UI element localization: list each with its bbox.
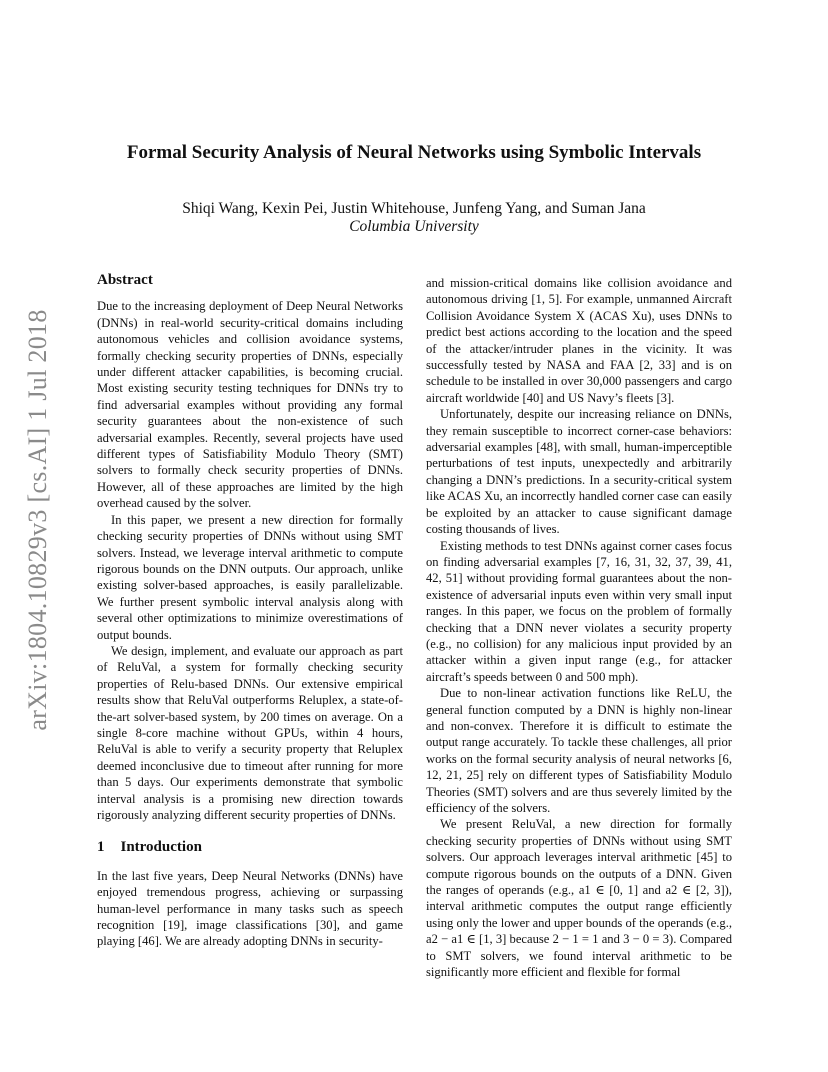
body-paragraph: In the last five years, Deep Neural Networks (DNNs) have enjoyed tremendous progress, achieving or surpassing human-level performance in many tasks such as speech recognition [19], image classifications [30], and game playing [46]. We are already adopting DNNs in security- [97, 868, 403, 949]
section-title: Introduction [120, 839, 202, 856]
body-paragraph: Due to non-linear activation functions like ReLU, the general function computed by a DNN is highly non-linear and non-convex. Therefore it is difficult to estimate the output range accurately. To tackle these challenges, all prior works on the formal security analysis of neural networks [6, 12, 21, 25] rely on different types of Satisfiability Modulo Theories (SMT) solvers and are thus severely limited by the efficiency of the solvers. [426, 686, 732, 815]
abstract-paragraph: Due to the increasing deployment of Deep Neural Networks (DNNs) in real-world security-critical domains including autonomous vehicles and collision avoidance systems, formally checking security properties of DNNs, especially under different attacker capabilities, is becoming crucial. Most existing security testing techniques for DNNs try to find adversarial examples without providing any formal security guarantees about the non-existence of such adversarial examples. Recently, several projects have used different types of Satisfiability Modulo Theory (SMT) solvers to formally check security properties of DNNs. However, all of these approaches are limited by the high overhead caused by the solver. [97, 299, 403, 511]
section-heading [97, 839, 403, 855]
body-paragraph: Existing methods to test DNNs against corner cases focus on finding adversarial examples [7, 16, 31, 32, 37, 39, 41, 42, 51] without providing formal guarantees about the non-existence of adversarial inputs even within very small input ranges. In this paper, we focus on the problem of formally checking that a DNN never violates a security property (e.g., no collision) for any malicious input provided by an attacker within a given input range (e.g., for attacker aircraft’s speeds between 0 and 500 mph). [426, 538, 732, 684]
right-column [426, 275, 732, 980]
left-column [97, 272, 403, 950]
abstract-heading: Abstract [97, 272, 153, 288]
paper-title: Formal Security Analysis of Neural Networks using Symbolic Intervals [126, 142, 702, 163]
abstract-paragraph: In this paper, we present a new direction for formally checking security properties of DNNs without using SMT solvers. Instead, we leverage interval arithmetic to compute rigorous bounds on the DNN outputs. Our approach, unlike existing solver-based approaches, is easily parallelizable. We further present symbolic interval analysis along with several other optimizations to minimize overestimations of output bounds. [97, 512, 403, 642]
body-paragraph: and mission-critical domains like collision avoidance and autonomous driving [1, 5]. For example, unmanned Aircraft Collision Avoidance System X (ACAS Xu), uses DNNs to predict best actions according to the location and the speed of the attacker/intruder planes in the vicinity. It was successfully tested by NASA and FAA [2, 33] and is on schedule to be installed in over 30,000 passengers and cargo aircraft worldwide [40] and US Navy’s fleets [3]. [426, 276, 732, 405]
section-number: 1 [97, 839, 105, 856]
body-paragraph: We present ReluVal, a new direction for formally checking security properties of DNNs without using SMT solvers. Our approach leverages interval arithmetic [45] to compute rigorous bounds on the outputs of a DNN. Given the ranges of operands (e.g., a1 ∈ [0, 1] and a2 ∈ [2, 3]), interval arithmetic computes the output range efficiently using only the lower and upper bounds of the operands (e.g., a2 − a1 ∈ [1, 3] because 2 − 1 = 1 and 3 − 0 = 3). Compared to SMT solvers, we found interval arithmetic to be significantly more efficient and flexible for formal [426, 817, 732, 980]
arxiv-identifier-text: arXiv:1804.10829v3 [cs.AI] 1 Jul 2018 [23, 309, 52, 731]
affiliation: Columbia University [349, 218, 479, 235]
abstract-paragraph: We design, implement, and evaluate our approach as part of ReluVal, a system for formally checking security properties of Relu-based DNNs. Our extensive empirical results show that ReluVal outperforms Reluplex, a state-of-the-art solver-based system, by 200 times on average. On a single 8-core machine without GPUs, within 4 hours, ReluVal is able to verify a security property that Reluplex deemed inconclusive due to timeout after running for more than 5 days. Our experiments demonstrate that symbolic interval analysis is a promising new direction towards rigorously analyzing different security properties of DNNs. [97, 643, 403, 822]
arxiv-identifier-sidebar [18, 300, 58, 740]
body-paragraph: Unfortunately, despite our increasing reliance on DNNs, they remain susceptible to incorrect corner-case behaviors: adversarial examples [48], with small, human-imperceptible perturbations of test inputs, unexpectedly and arbitrarily changing a DNN’s predictions. In a security-critical system like ACAS Xu, an incorrectly handled corner case can easily be exploited by an attacker to cause significant damage costing thousands of lives. [426, 407, 732, 537]
author-list: Shiqi Wang, Kexin Pei, Justin Whitehouse, Junfeng Yang, and Suman Jana [182, 200, 646, 217]
